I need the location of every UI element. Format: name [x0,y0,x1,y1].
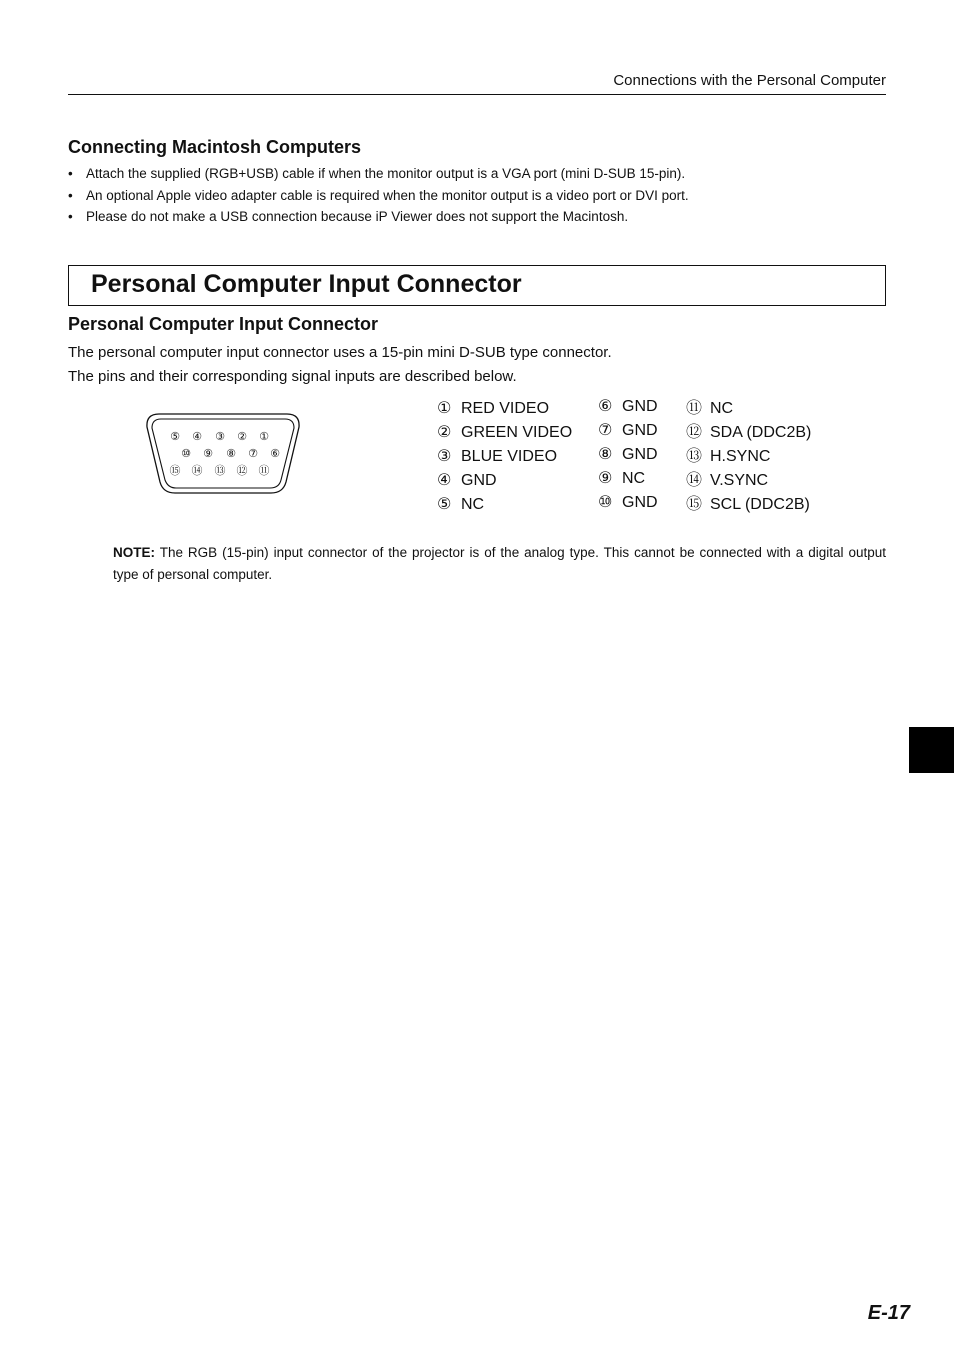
connector-pin-label: ⑦ [248,447,258,460]
pin-number: ⑨ [598,470,613,487]
pin-list-column-1 [437,397,572,517]
pin-number: ⑮ [686,496,703,513]
bullet-icon: • [68,166,73,181]
pin-item [686,421,811,445]
running-header: Connections with the Personal Computer [613,72,886,89]
pin-number: ② [437,424,452,441]
paragraph-line: The personal computer input connector uses a 15-pin mini D-SUB type connector. [68,344,612,361]
bullet-icon: • [68,209,73,224]
header-rule [68,94,886,95]
connector-pin-label: ⑧ [226,447,236,460]
bullet-text: Attach the supplied (RGB+USB) cable if when the monitor output is a VGA port (mini D-SUB 15-pin). [86,166,686,181]
pin-number: ⑥ [598,398,613,415]
pin-item [686,493,811,517]
connector-pin-label: ⑭ [191,464,203,477]
connector-pin-label: ④ [192,430,202,443]
pin-signal: GND [622,422,658,439]
pin-signal: GND [622,494,658,511]
connector-pin-label: ⑤ [170,430,180,443]
connector-pin-label: ⑥ [270,447,280,460]
pin-signal: NC [710,400,734,417]
pin-signal: GND [622,446,658,463]
connector-pin-label: ② [237,430,247,443]
pin-item [437,493,572,517]
mac-heading: Connecting Macintosh Computers [68,137,362,157]
page-number: E-17 [867,1302,910,1324]
pin-signal: GND [622,398,658,415]
pin-signal: SCL (DDC2B) [710,496,810,513]
pin-signal: NC [461,496,485,513]
list-item [68,185,886,207]
pc-connector-paragraph [68,341,612,389]
pin-number: ⑪ [686,400,703,417]
pin-signal: NC [622,470,646,487]
connector-pin-label: ⑨ [203,447,213,460]
pin-item [686,397,811,421]
pin-signal: GND [461,472,497,489]
pin-item [598,443,658,467]
connector-pin-label: ① [259,430,269,443]
section-title: Personal Computer Input Connector [91,270,522,298]
pin-number: ⑤ [437,496,452,513]
pin-item [598,419,658,443]
pin-signal: V.SYNC [710,472,769,489]
pin-signal: SDA (DDC2B) [710,424,812,441]
pin-list-column-2 [598,395,658,515]
pin-number: ⑭ [686,472,703,489]
pin-number: ⑩ [598,494,613,511]
pin-item [598,491,658,515]
mac-bullet-list [68,163,886,228]
connector-pin-label: ⑪ [258,464,270,477]
pin-item [437,469,572,493]
connector-pin-label: ⑮ [169,464,181,477]
pc-connector-heading: Personal Computer Input Connector [68,314,379,334]
pin-signal: RED VIDEO [461,400,550,417]
pin-list-column-3 [686,397,811,517]
pin-signal: BLUE VIDEO [461,448,558,465]
bullet-text: Please do not make a USB connection because iP Viewer does not support the Macintosh. [86,209,629,224]
chapter-tab-marker [909,727,954,773]
paragraph-line: The pins and their corresponding signal inputs are described below. [68,368,517,385]
connector-pin-label: ③ [215,430,225,443]
pin-item [437,421,572,445]
bullet-text: An optional Apple video adapter cable is required when the monitor output is a video port or DVI port. [86,187,689,203]
pin-item [598,395,658,419]
pin-number: ④ [437,472,452,489]
pin-number: ⑫ [686,424,703,441]
pin-item [686,445,811,469]
pin-item [437,445,572,469]
pin-signal: H.SYNC [710,448,771,465]
pin-number: ⑬ [686,448,703,465]
connector-pin-label: ⑩ [181,447,191,460]
note-label: NOTE: [113,545,155,560]
pin-item [598,467,658,491]
list-item [68,163,886,185]
pin-signal: GREEN VIDEO [461,424,573,441]
pin-number: ③ [437,448,452,465]
dsub-connector-icon [144,411,304,497]
bullet-icon: • [68,187,73,203]
pin-number: ⑧ [598,446,613,463]
pin-number: ① [437,400,452,417]
note-text: The RGB (15-pin) input connector of the projector is of the analog type. This cannot be connected with a digital output type of personal computer. [113,545,886,582]
connector-pin-label: ⑫ [236,464,248,477]
section-title-box [68,265,886,306]
pin-number: ⑦ [598,422,613,439]
pin-item [686,469,811,493]
list-item [68,206,886,228]
pin-item [437,397,572,421]
note-block [113,542,886,585]
connector-pin-label: ⑬ [214,464,226,477]
